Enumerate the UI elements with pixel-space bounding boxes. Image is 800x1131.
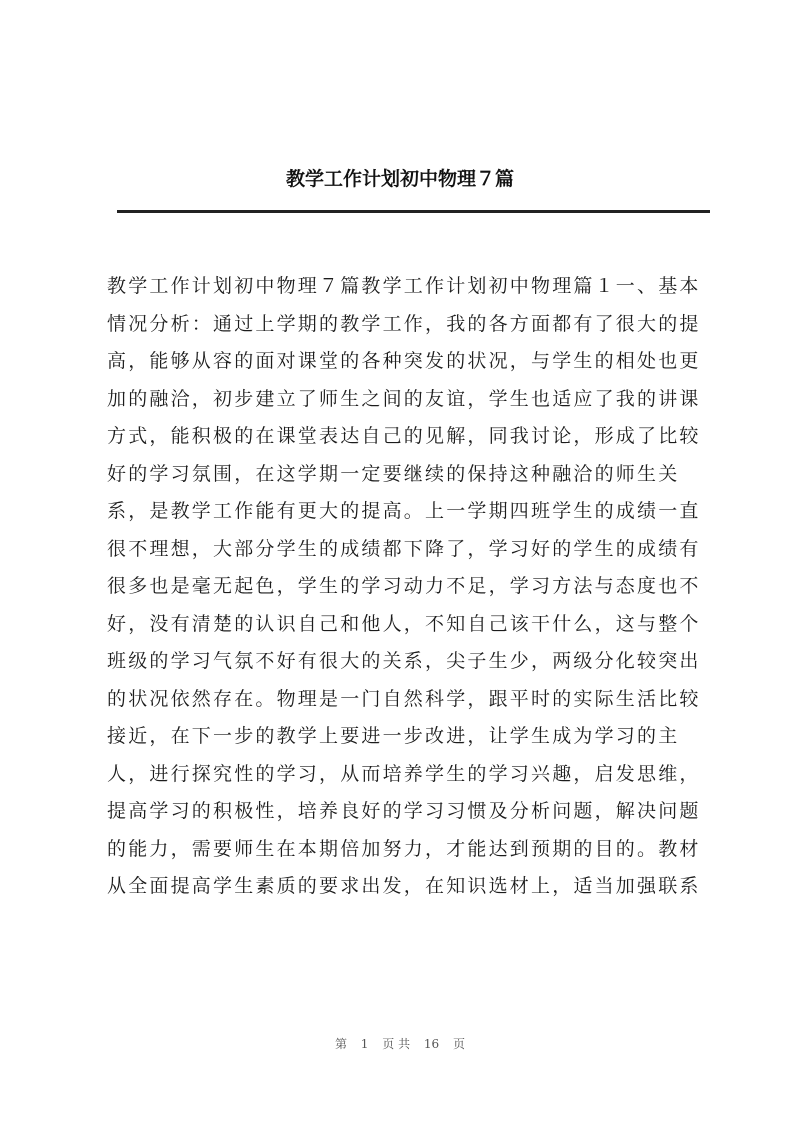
footer-di: 第 xyxy=(334,1037,347,1051)
body-line: 的能力，需要师生在本期倍加努力，才能达到预期的目的。教材 xyxy=(107,837,701,860)
body-line: 好，没有清楚的认识自己和他人，不知自己该干什么，这与整个 xyxy=(107,612,701,635)
page-footer xyxy=(0,1036,800,1052)
title-divider xyxy=(117,210,710,213)
body-line: 很不理想，大部分学生的成绩都下降了，学习好的学生的成绩有 xyxy=(107,537,701,560)
document-title: 教学工作计划初中物理７篇 xyxy=(285,168,514,190)
body-line: 很多也是毫无起色，学生的学习动力不足，学习方法与态度也不 xyxy=(107,575,701,597)
body-line: 接近，在下一步的教学上要进一步改进，让学生成为学习的主 xyxy=(107,725,680,747)
body-line: 班级的学习气氛不好有很大的关系，尖子生少，两级分化较突出 xyxy=(107,650,701,672)
body-line: 方式，能积极的在课堂表达自己的见解，同我讨论，形成了比较 xyxy=(107,425,701,447)
body-line: 人，进行探究性的学习，从而培养学生的学习兴趣，启发思维， xyxy=(107,762,701,785)
body-line: 情况分析：通过上学期的教学工作，我的各方面都有了很大的提 xyxy=(107,312,701,335)
footer-page-number: 1 xyxy=(360,1037,369,1051)
footer-total-pages: 16 xyxy=(423,1037,440,1051)
document-body xyxy=(107,268,717,906)
body-line: 的状况依然存在。物理是一门自然科学，跟平时的实际生活比较 xyxy=(107,687,701,710)
body-line: 好的学习氛围，在这学期一定要继续的保持这种融洽的师生关 xyxy=(107,462,680,485)
footer-ye: 页 xyxy=(453,1037,466,1051)
body-line: 从全面提高学生素质的要求出发，在知识选材上，适当加强联系 xyxy=(107,875,701,897)
body-line: 系，是教学工作能有更大的提高。上一学期四班学生的成绩一直 xyxy=(107,500,701,522)
footer-ye-gong: 页 共 xyxy=(382,1037,411,1051)
body-line: 加的融洽，初步建立了师生之间的友谊，学生也适应了我的讲课 xyxy=(107,387,701,410)
body-line: 高，能够从容的面对课堂的各种突发的状况，与学生的相处也更 xyxy=(107,350,701,372)
body-line: 教学工作计划初中物理７篇教学工作计划初中物理篇１一、基本 xyxy=(107,275,701,297)
body-line: 提高学习的积极性，培养良好的学习习惯及分析问题，解决问题 xyxy=(107,800,701,822)
